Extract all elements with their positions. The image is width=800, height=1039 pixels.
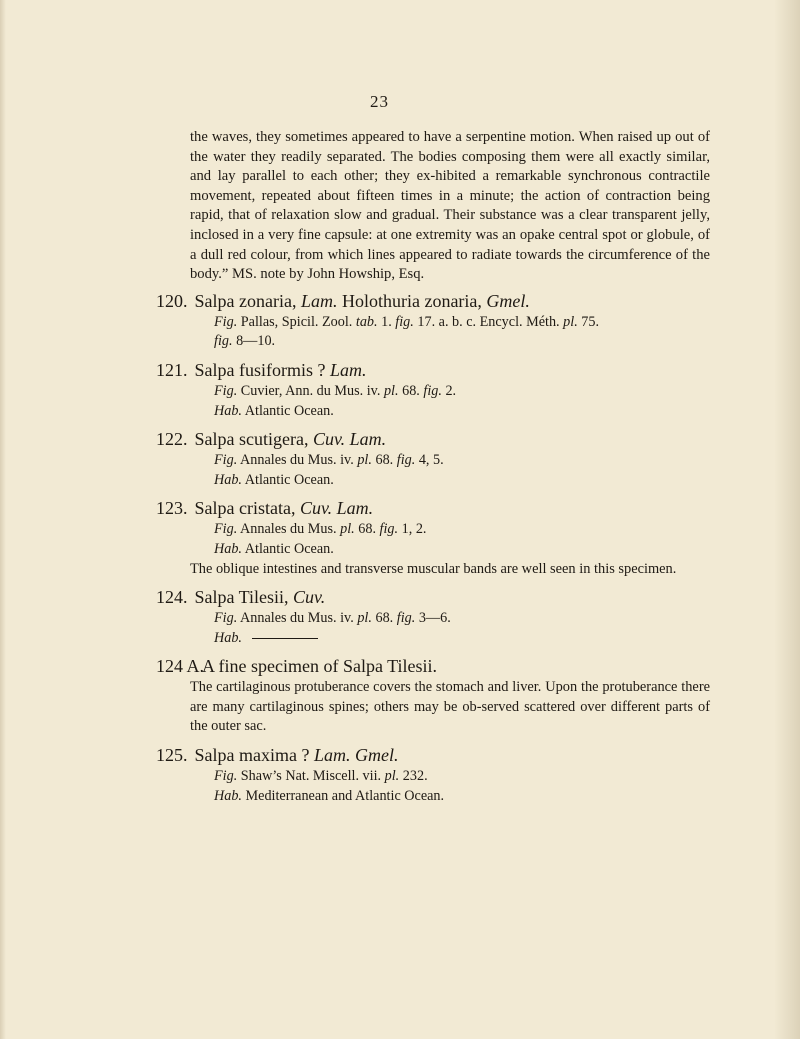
fig-abbrev: fig. <box>214 333 233 350</box>
entry-number: 120. <box>156 290 188 311</box>
fig-source: Cuvier, Ann. du Mus. iv. <box>240 382 381 399</box>
pl-label: pl. <box>357 452 372 469</box>
habitat <box>190 787 710 807</box>
fig-source: Annales du Mus. <box>240 521 337 538</box>
fig-abbrev: fig. <box>396 452 416 469</box>
entry-124 <box>156 585 710 648</box>
entry-number: 125. <box>156 745 188 766</box>
entry-number: 124 A. <box>156 656 205 677</box>
pl-number: 75. <box>581 313 600 330</box>
fig-number: 1, 2. <box>401 521 427 538</box>
entry-123 <box>156 496 710 579</box>
fig-abbrev: fig. <box>396 610 416 627</box>
hab-value: Atlantic Ocean. <box>244 402 334 419</box>
species-authority: Lam. <box>329 359 367 380</box>
tab-label: tab. <box>355 313 378 330</box>
figure-reference <box>190 767 710 787</box>
species-name: Salpa scutigera, <box>194 429 309 450</box>
species-authority: Cuv. Lam. <box>299 498 374 519</box>
entry-heading <box>156 585 710 609</box>
pl-label: pl. <box>383 382 399 399</box>
entry-note: The cartilaginous protuberance covers the stomach and liver. Upon the protuberance there are many cartilaginous spines; others may be ob-served scattered over different parts of the outer sac. <box>190 679 710 735</box>
fig-label: Fig. <box>214 382 238 399</box>
fig-label: Fig. <box>214 452 238 469</box>
figure-reference <box>190 451 710 471</box>
fig-source: Shaw’s Nat. Miscell. vii. <box>240 768 382 785</box>
fig-range: 3—6. <box>418 610 451 627</box>
fig-label: Fig. <box>214 313 238 330</box>
habitat <box>190 629 710 649</box>
pl-label: pl. <box>340 521 355 538</box>
species-name: A fine specimen of Salpa Tilesii. <box>202 656 437 677</box>
fig-source: Annales du Mus. iv. <box>240 452 354 469</box>
species-name: Salpa fusiformis ? <box>194 359 326 380</box>
pl-label: pl. <box>384 768 400 785</box>
entry-heading <box>156 427 710 451</box>
species-authority: Lam. Gmel. <box>313 745 399 766</box>
entry-heading <box>156 654 710 678</box>
pl-number: 68. <box>375 610 394 627</box>
pl-number: 68. <box>375 452 394 469</box>
hab-label: Hab. <box>214 629 242 646</box>
fig-detail: 17. a. b. c. Encycl. Méth. <box>417 313 560 330</box>
pl-number: 68. <box>358 521 376 538</box>
fig-source: Annales du Mus. iv. <box>240 610 354 627</box>
species-authority: Cuv. Lam. <box>312 429 387 450</box>
page-left-shadow <box>0 0 6 1039</box>
species-authority: Cuv. <box>293 587 326 608</box>
entry-number: 121. <box>156 359 188 380</box>
fig-source: Pallas, Spicil. Zool. <box>240 313 353 330</box>
hab-value: Atlantic Ocean. <box>244 471 334 488</box>
fig-abbrev: fig. <box>395 313 414 330</box>
fig-number: 2. <box>445 382 457 399</box>
page-body <box>156 128 710 806</box>
species-name: Salpa cristata, <box>194 498 296 519</box>
pl-number: 68. <box>402 382 420 399</box>
entry-heading <box>156 289 710 313</box>
species-name: Salpa maxima ? <box>194 745 310 766</box>
page-right-shadow <box>774 0 800 1039</box>
entry-121 <box>156 358 710 421</box>
blank-dash <box>252 638 318 639</box>
pl-label: pl. <box>357 610 372 627</box>
figure-reference <box>190 609 710 629</box>
hab-label: Hab. <box>214 787 242 804</box>
pl-label: pl. <box>563 313 578 330</box>
fig-abbrev: fig. <box>423 382 442 399</box>
fig-range: 8—10. <box>236 333 276 350</box>
figure-reference <box>190 313 710 333</box>
figure-reference <box>190 382 710 402</box>
entry-number: 124. <box>156 587 188 608</box>
entry-number: 123. <box>156 498 188 519</box>
species-authority: Lam. <box>300 290 338 311</box>
entry-heading <box>156 496 710 520</box>
species-name: Salpa zonaria, <box>194 290 297 311</box>
fig-label: Fig. <box>214 768 238 785</box>
hab-label: Hab. <box>214 402 242 419</box>
figure-reference <box>190 520 710 540</box>
intro-paragraph: the waves, they sometimes appeared to have a serpentine motion. When raised up out of the water they readily separated. The bodies composing them were all exactly similar, and lay parallel to each other; they ex-hibited a remarkable synchronous contractile movement, repeated about fifteen times in a minute; the action of contraction being rapid, that of relaxation slow and gradual. Their substance was a clear transparent jelly, inclosed in a very fine capsule: at one extremity was an opake central spot or globule, of a dull red colour, from which lines appeared to radiate towards the circumference of the body.” MS. note by John Howship, Esq. <box>190 129 710 283</box>
synonym-authority: Gmel. <box>486 290 530 311</box>
entry-note: The oblique intestines and transverse muscular bands are well seen in this specimen. <box>190 560 677 577</box>
entry-124a <box>156 654 710 737</box>
entry-heading <box>156 358 710 382</box>
synonym-name: Holothuria zonaria, <box>341 290 482 311</box>
fig-abbrev: fig. <box>379 521 399 538</box>
tab-number: 1. <box>381 313 392 330</box>
entry-120 <box>156 289 710 352</box>
entry-122 <box>156 427 710 490</box>
page-number: 23 <box>370 92 389 111</box>
hab-label: Hab. <box>214 540 242 557</box>
fig-label: Fig. <box>214 610 238 627</box>
hab-label: Hab. <box>214 471 242 488</box>
figure-reference-continued <box>190 332 710 352</box>
hab-value: Mediterranean and Atlantic Ocean. <box>245 787 445 804</box>
species-name: Salpa Tilesii, <box>194 587 289 608</box>
habitat <box>190 540 710 560</box>
pl-number: 232. <box>402 768 428 785</box>
entry-125 <box>156 743 710 806</box>
habitat <box>190 471 710 491</box>
fig-number: 4, 5. <box>418 452 444 469</box>
hab-value: Atlantic Ocean. <box>244 540 334 557</box>
entry-number: 122. <box>156 429 188 450</box>
entry-heading <box>156 743 710 767</box>
habitat <box>190 402 710 422</box>
fig-label: Fig. <box>214 521 238 538</box>
